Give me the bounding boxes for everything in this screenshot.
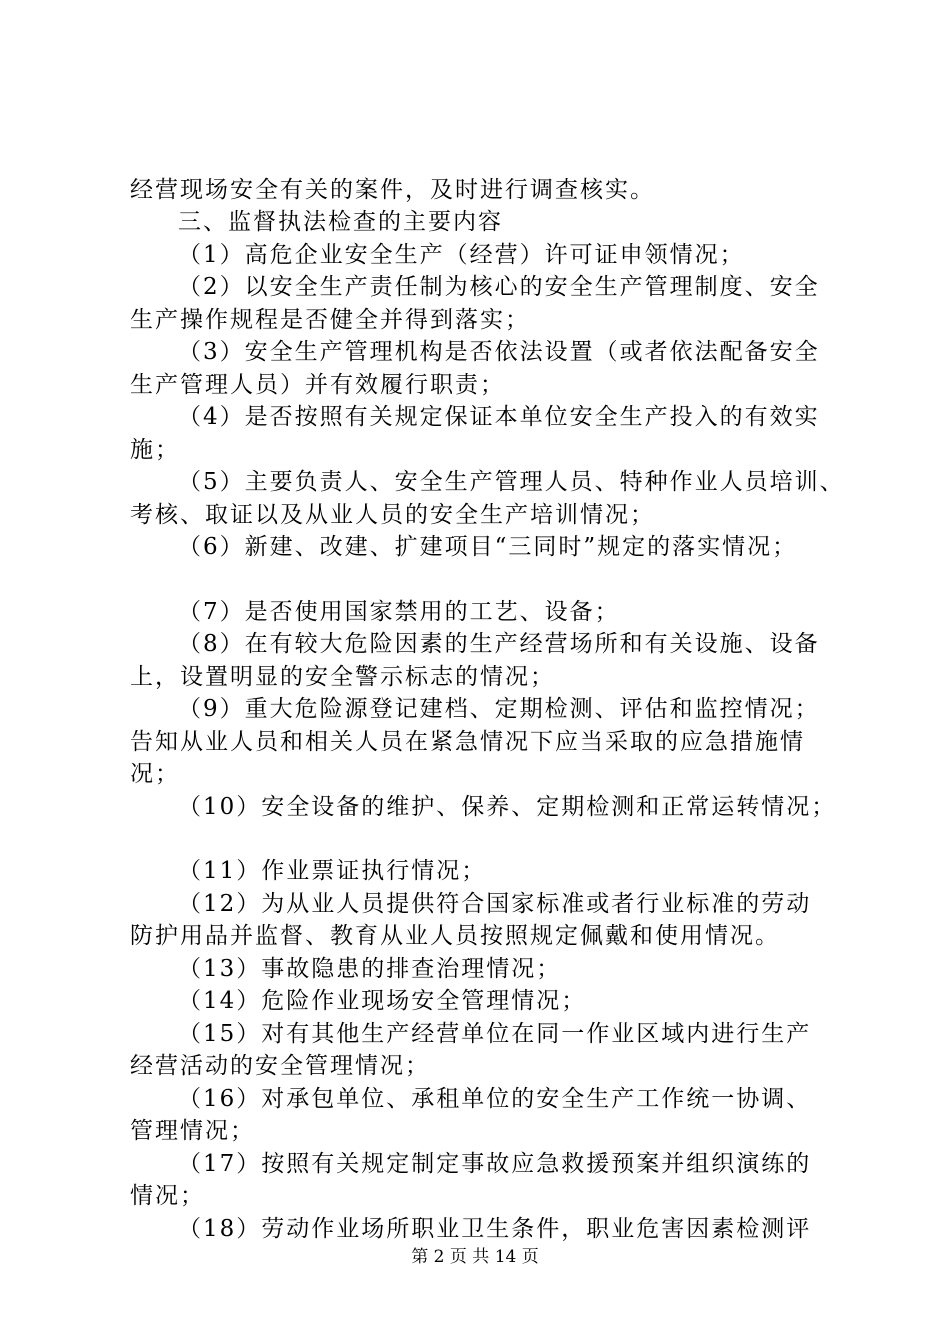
text-line: 防护用品并监督、教育从业人员按照规定佩戴和使用情况。: [130, 923, 780, 949]
text-line: 告知从业人员和相关人员在紧急情况下应当采取的应急措施情: [130, 729, 805, 755]
text-line: （11）作业票证执行情况；: [178, 858, 487, 884]
text-line: （1）高危企业安全生产（经营）许可证申领情况；: [178, 242, 745, 268]
text-line: （17）按照有关规定制定事故应急救援预案并组织演练的: [178, 1151, 812, 1177]
text-line: （15）对有其他生产经营单位在同一作业区域内进行生产: [178, 1021, 812, 1047]
text-line: （6）新建、改建、扩建项目“三同时”规定的落实情况；: [178, 534, 798, 560]
text-line: （18）劳动作业场所职业卫生条件，职业危害因素检测评: [178, 1216, 812, 1242]
text-line: （13）事故隐患的排查治理情况；: [178, 956, 562, 982]
text-line: 生产操作规程是否健全并得到落实；: [130, 307, 530, 333]
text-line: 施；: [130, 437, 180, 463]
text-line: （5）主要负责人、安全生产管理人员、特种作业人员培训、: [178, 469, 845, 495]
text-line: 经营现场安全有关的案件，及时进行调查核实。: [130, 177, 655, 203]
text-line: （10）安全设备的维护、保养、定期检测和正常运转情况；: [178, 794, 837, 820]
text-line: 况；: [130, 761, 180, 787]
section-heading: 三、监督执法检查的主要内容: [178, 209, 503, 235]
text-line: （8）在有较大危险因素的生产经营场所和有关设施、设备: [178, 631, 820, 657]
text-line: 上，设置明显的安全警示标志的情况；: [130, 664, 555, 690]
text-line: 考核、取证以及从业人员的安全生产培训情况；: [130, 502, 655, 528]
text-line: （9）重大危险源登记建档、定期检测、评估和监控情况；: [178, 696, 820, 722]
text-line: 管理情况；: [130, 1118, 255, 1144]
page-number-footer: 第 2 页 共 14 页: [411, 1247, 539, 1267]
text-line: （7）是否使用国家禁用的工艺、设备；: [178, 599, 620, 625]
text-line: （2）以安全生产责任制为核心的安全生产管理制度、安全: [178, 274, 820, 300]
text-line: 情况；: [130, 1183, 205, 1209]
text-line: （16）对承包单位、承租单位的安全生产工作统一协调、: [178, 1086, 812, 1112]
text-line: （4）是否按照有关规定保证本单位安全生产投入的有效实: [178, 404, 820, 430]
text-line: （14）危险作业现场安全管理情况；: [178, 988, 587, 1014]
text-line: 生产管理人员）并有效履行职责；: [130, 372, 505, 398]
text-line: （3）安全生产管理机构是否依法设置（或者依法配备安全: [178, 339, 820, 365]
text-line: 经营活动的安全管理情况；: [130, 1053, 430, 1079]
text-line: （12）为从业人员提供符合国家标准或者行业标准的劳动: [178, 891, 812, 917]
